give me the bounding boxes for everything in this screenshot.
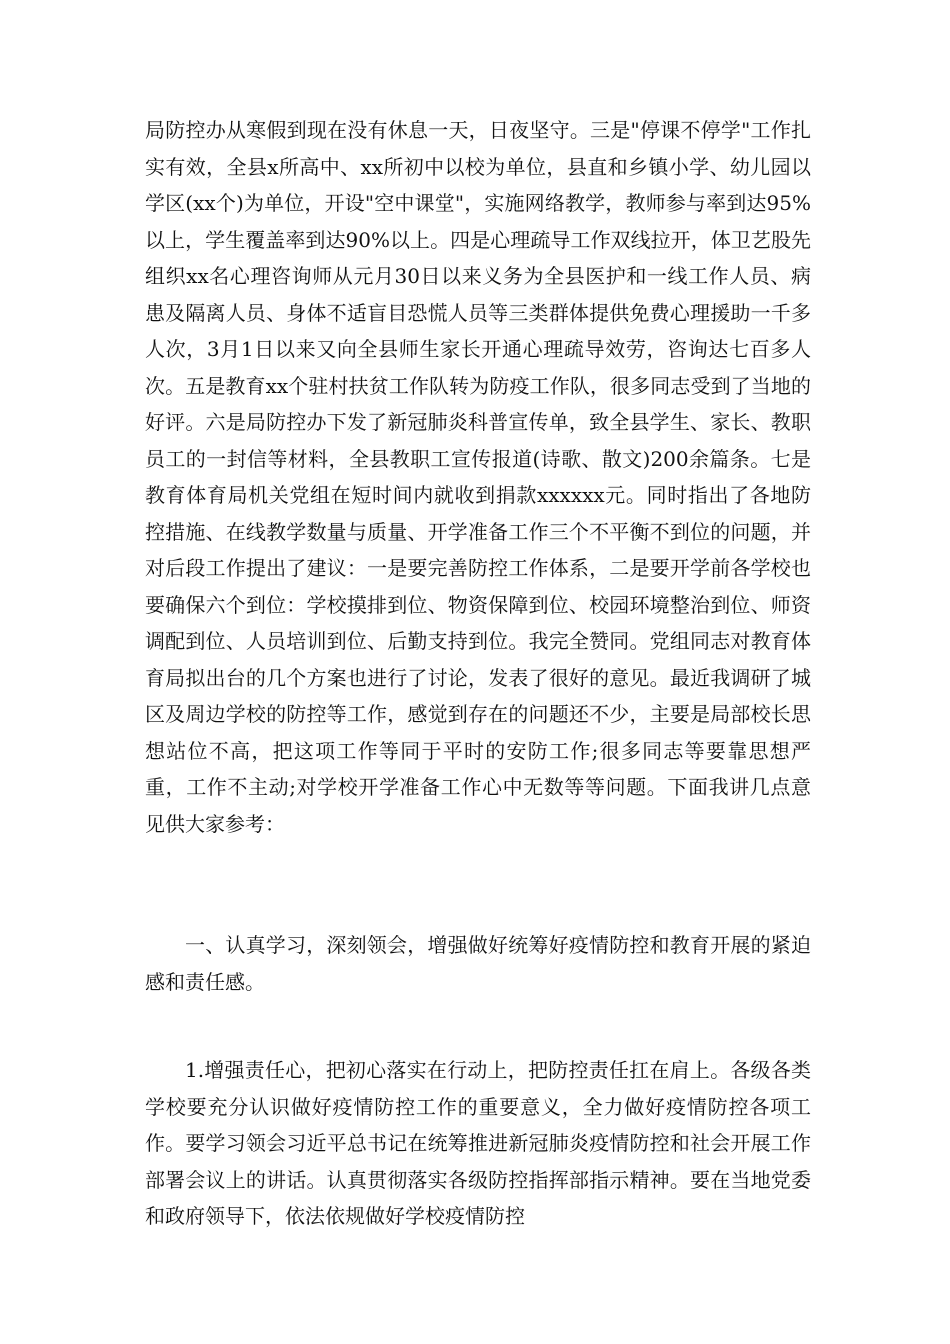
section-heading-paragraph: 一、认真学习，深刻领会，增强做好统筹好疫情防控和教育开展的紧迫感和责任感。: [145, 933, 811, 994]
body-paragraph-point-1: 1.增强责任心，把初心落实在行动上，把防控责任扛在肩上。各级各类学校要充分认识做好疫情防控工作的重要意义，全力做好疫情防控各项工作。要学习领会习近平总书记在统筹推进新冠肺炎疫情防控和社会开展工作部署会议上的讲话。认真贯彻落实各级防控指挥部指示精神。要在当地党委和政府领导下，依法依规做好学校疫情防控: [145, 1058, 811, 1228]
body-paragraph-continued: 局防控办从寒假到现在没有休息一天，日夜坚守。三是"停课不停学"工作扎实有效，全县x所高中、xx所初中以校为单位，县直和乡镇小学、幼儿园以学区(xx个)为单位，开设"空中课堂"，实施网络教学，教师参与率到达95%以上，学生覆盖率到达90%以上。四是心理疏导工作双线拉开，体卫艺股先组织xx名心理咨询师从元月30日以来义务为全县医护和一线工作人员、病患及隔离人员、身体不适盲目恐慌人员等三类群体提供免费心理援助一千多人次，3月1日以来又向全县师生家长开通心理疏导效劳，咨询达七百多人次。五是教育xx个驻村扶贫工作队转为防疫工作队，很多同志受到了当地的好评。六是局防控办下发了新冠肺炎科普宣传单，致全县学生、家长、教职员工的一封信等材料，全县教职工宣传报道(诗歌、散文)200余篇条。七是教育体育局机关党组在短时间内就收到捐款xxxxxx元。同时指出了各地防控措施、在线教学数量与质量、开学准备工作三个不平衡不到位的问题，并对后段工作提出了建议：一是要完善防控工作体系，二是要开学前各学校也要确保六个到位：学校摸排到位、物资保障到位、校园环境整治到位、师资调配到位、人员培训到位、后勤支持到位。我完全赞同。党组同志对教育体育局拟出台的几个方案也进行了讨论，发表了很好的意见。最近我调研了城区及周边学校的防控等工作，感觉到存在的问题还不少，主要是局部校长思想站位不高，把这项工作等同于平时的安防工作;很多同志等要靠思想严重，工作不主动;对学校开学准备工作心中无数等等问题。下面我讲几点意见供大家参考：: [145, 118, 811, 836]
